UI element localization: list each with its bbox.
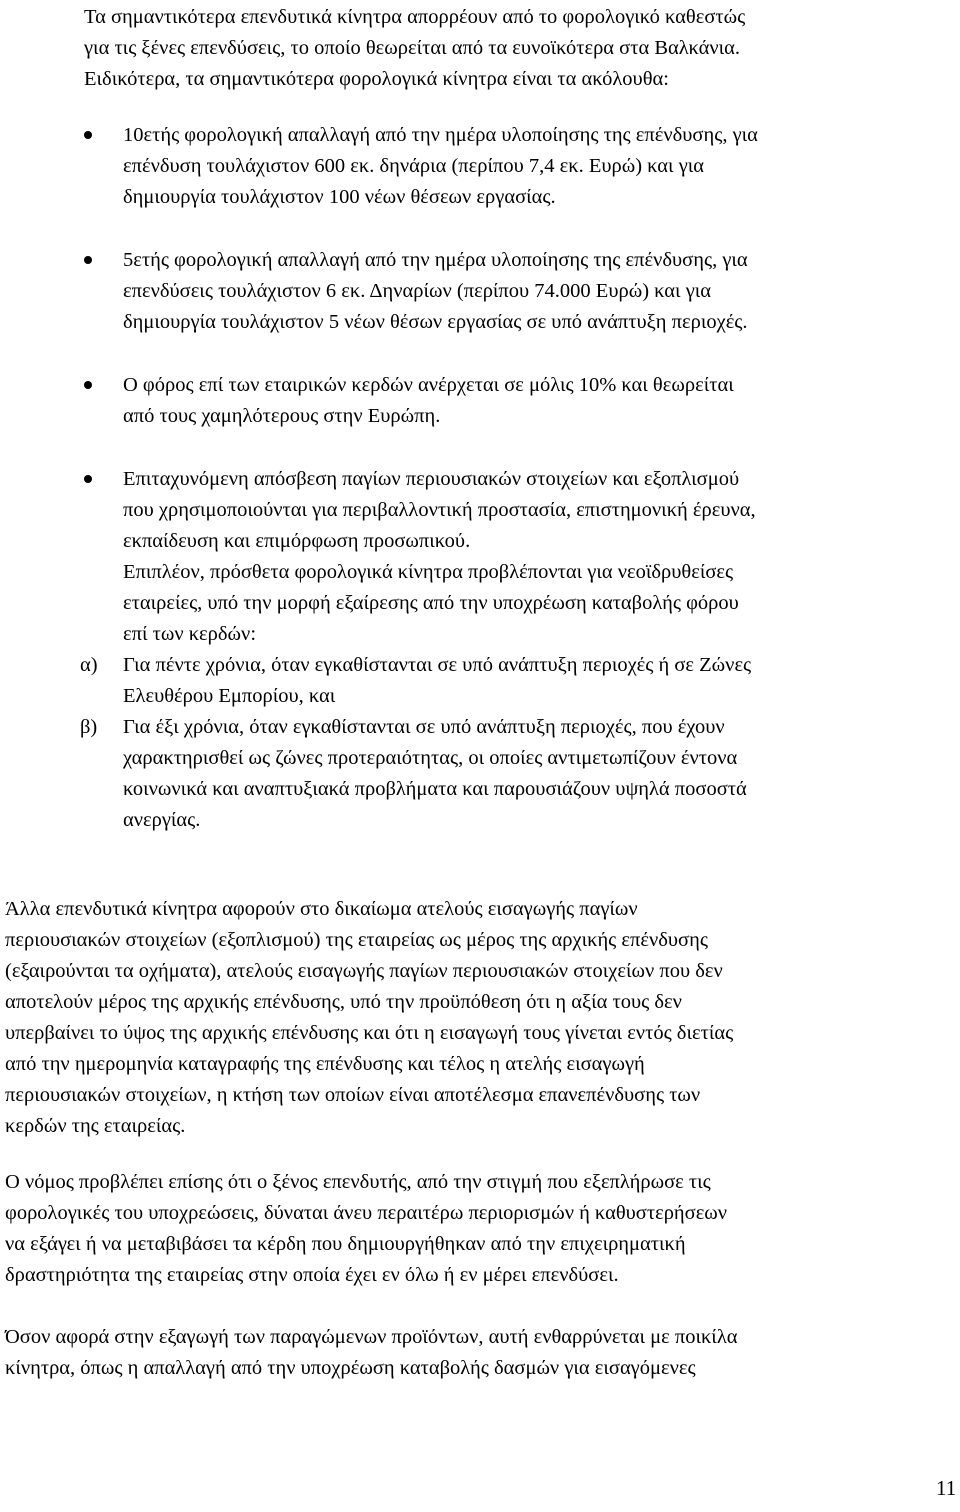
bullet-icon [84, 131, 92, 139]
text-line: Όσον αφορά στην εξαγωγή των παραγώμενων προϊόντων, αυτή ενθαρρύνεται με ποικίλα [5, 1326, 738, 1348]
text-line: περιουσιακών στοιχείων (εξοπλισμού) της εταιρείας ως μέρος της αρχικής επένδυσης [5, 929, 708, 951]
list-marker-beta: β) [80, 716, 98, 738]
text-line: χαρακτηρισθεί ως ζώνες προτεραιότητας, οι οποίες αντιμετωπίζουν έντονα [123, 747, 738, 769]
list-item-beta [123, 712, 747, 836]
bullet-icon [84, 475, 92, 483]
text-line: δραστηριότητα της εταιρείας στην οποία έχει εν όλω ή εν μέρει επενδύσει. [5, 1264, 619, 1286]
text-line: Άλλα επενδυτικά κίνητρα αφορούν στο δικαίωμα ατελούς εισαγωγής παγίων [5, 898, 638, 920]
text-line: από τους χαμηλότερους στην Ευρώπη. [123, 405, 441, 427]
paragraph-profit-transfer [5, 1167, 727, 1291]
text-line: για τις ξένες επενδύσεις, το οποίο θεωρείται από τα ευνοϊκότερα στα Βαλκάνια. [84, 37, 741, 59]
text-line: κοινωνικά και αναπτυξιακά προβλήματα και παρουσιάζουν υψηλά ποσοστά [123, 778, 747, 800]
text-line: Ειδικότερα, τα σημαντικότερα φορολογικά κίνητρα είναι τα ακόλουθα: [84, 68, 669, 90]
text-line: 5ετής φορολογική απαλλαγή από την ημέρα υλοποίησης της επένδυσης, για [123, 249, 748, 271]
text-line: να εξάγει ή να μεταβιβάσει τα κέρδη που δημιουργήθηκαν από την επιχειρηματική [5, 1233, 686, 1255]
text-line: 10ετής φορολογική απαλλαγή από την ημέρα υλοποίησης της επένδυσης, για [123, 124, 758, 146]
text-line: από την ημερομηνία καταγραφής της επένδυσης και τέλος η ατελής εισαγωγή [5, 1053, 645, 1075]
bullet-icon [84, 256, 92, 264]
bullet-item-2 [123, 245, 748, 338]
text-line: επί των κερδών: [123, 623, 257, 645]
text-line: ανεργίας. [123, 809, 201, 831]
text-line: περιουσιακών στοιχείων, η κτήση των οποίων είναι αποτέλεσμα επανεπένδυσης των [5, 1084, 701, 1106]
additional-incentives [123, 557, 739, 650]
text-line: Ελευθέρου Εμπορίου, και [123, 685, 336, 707]
text-line: φορολογικές του υποχρεώσεις, δύναται άνευ περαιτέρω περιορισμών ή καθυστερήσεων [5, 1202, 728, 1224]
text-line: που χρησιμοποιούνται για περιβαλλοντική προστασία, επιστημονική έρευνα, [123, 499, 756, 521]
page-number: 11 [936, 1476, 957, 1500]
text-line: Για έξι χρόνια, όταν εγκαθίστανται σε υπό ανάπτυξη περιοχές, που έχουν [123, 716, 725, 738]
text-line: κερδών της εταιρείας. [5, 1115, 186, 1137]
text-line: κίνητρα, όπως η απαλλαγή από την υποχρέωση καταβολής δασμών για εισαγόμενες [5, 1357, 696, 1379]
text-line: (εξαιρούνται τα οχήματα), ατελούς εισαγωγής παγίων περιουσιακών στοιχείων που δεν [5, 960, 723, 982]
text-line: δημιουργία τουλάχιστον 5 νέων θέσων εργασίας σε υπό ανάπτυξη περιοχές. [123, 311, 748, 333]
text-line: αποτελούν μέρος της αρχικής επένδυσης, υπό την προϋπόθεση ότι η αξία τους δεν [5, 991, 682, 1013]
text-line: εκπαίδευση και επιμόρφωση προσωπικού. [123, 530, 471, 552]
bullet-item-1 [123, 120, 758, 213]
paragraph-import-incentives [5, 894, 733, 1142]
paragraph-export-incentives [5, 1322, 738, 1384]
text-line: Επιπλέον, πρόσθετα φορολογικά κίνητρα προβλέπονται για νεοϊδρυθείσες [123, 561, 734, 583]
list-item-alpha [123, 650, 751, 712]
text-line: Ο νόμος προβλέπει επίσης ότι ο ξένος επενδυτής, από την στιγμή που εξεπλήρωσε τις [5, 1171, 711, 1193]
text-line: Τα σημαντικότερα επενδυτικά κίνητρα απορρέουν από το φορολογικό καθεστώς [84, 6, 746, 28]
text-line: υπερβαίνει το ύψος της αρχικής επένδυσης και ότι η εισαγωγή τους γίνεται εντός διετίας [5, 1022, 734, 1044]
text-line: εταιρείες, υπό την μορφή εξαίρεσης από την υποχρέωση καταβολής φόρου [123, 592, 739, 614]
text-line: Για πέντε χρόνια, όταν εγκαθίστανται σε υπό ανάπτυξη περιοχές ή σε Ζώνες [123, 654, 752, 676]
text-line: Επιταχυνόμενη απόσβεση παγίων περιουσιακών στοιχείων και εξοπλισμού [123, 468, 740, 490]
list-marker-alpha: α) [80, 654, 98, 676]
text-line: επενδύσεις τουλάχιστον 6 εκ. Δηναρίων (περίπου 74.000 Ευρώ) και για [123, 280, 712, 302]
text-line: επένδυση τουλάχιστον 600 εκ. δηνάρια (περίπου 7,4 εκ. Ευρώ) και για [123, 155, 705, 177]
bullet-icon [84, 381, 92, 389]
bullet-item-3 [123, 370, 734, 432]
bullet-item-4 [123, 464, 756, 557]
text-line: δημιουργία τουλάχιστον 100 νέων θέσεων εργασίας. [123, 186, 556, 208]
text-line: Ο φόρος επί των εταιρικών κερδών ανέρχεται σε μόλις 10% και θεωρείται [123, 374, 734, 396]
intro-paragraph [84, 2, 745, 95]
